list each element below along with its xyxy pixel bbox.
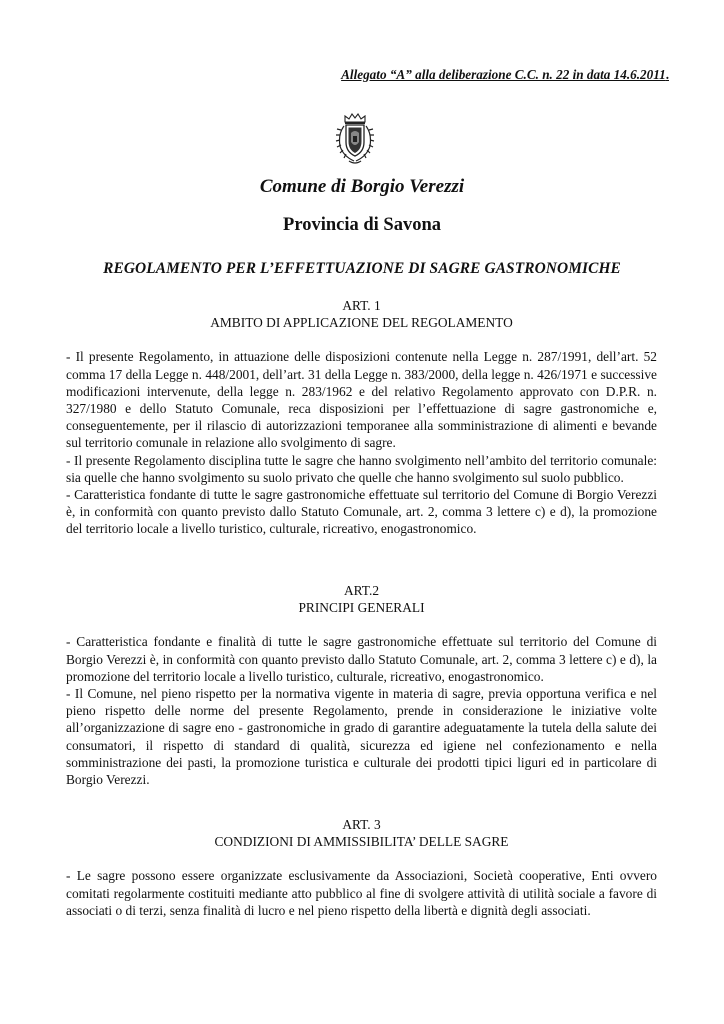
article-body	[66, 348, 657, 537]
attachment-note-text: Allegato “A” alla deliberazione C.C. n. 22 in data 14.6.2011	[341, 67, 666, 82]
article-paragraph: - Le sagre possono essere organizzate esclusivamente da Associazioni, Società cooperative, Enti ovvero comitati regolarmente costituiti mediante atto pubblico al fine di svolgere attività di utilità sociale a favore di associati o di terzi, senza finalità di lucro e nel pieno rispetto della libertà e dignità degli associati.	[66, 868, 657, 918]
article-number: ART. 1	[342, 298, 381, 313]
article-title: PRINCIPI GENERALI	[298, 600, 425, 616]
article-paragraph: - Il presente Regolamento disciplina tutte le sagre che hanno svolgimento nell’ambito del territorio comunale: sia quelle che hanno svolgimento su suolo privato che quelle che hanno svolgimento sul suolo pubblico.	[66, 452, 657, 485]
article-paragraph: - Il Comune, nel pieno rispetto per la normativa vigente in materia di sagre, previa opportuna verifica e nel pieno rispetto delle norme del presente Regolamento, prende in considerazione le iniziative volte all’organizzazione di sagre eno - gastronomiche in grado di garantire adeguatamente la tutela della salute dei consumatori, il rispetto di standard di qualità, sicurezza ed igiene nel confezionamento e nella somministrazione dei pasti, la promozione turistica e culturale dei prodotti tipici liguri ed in particolare di Borgio Verezzi.	[66, 686, 657, 788]
attachment-note-end: .	[665, 67, 669, 82]
article-3	[66, 816, 657, 919]
regulation-title: REGOLAMENTO PER L’EFFETTUAZIONE DI SAGRE GASTRONOMICHE	[103, 260, 621, 277]
commune-name: Comune di Borgio Verezzi	[259, 176, 465, 197]
article-2	[66, 582, 657, 788]
article-number: ART.2	[343, 583, 380, 598]
article-1	[66, 297, 657, 538]
article-title: CONDIZIONI DI AMMISSIBILITA’ DELLE SAGRE	[214, 834, 509, 850]
article-paragraph: - Caratteristica fondante di tutte le sagre gastronomiche effettuate sul territorio del Comune di Borgio Verezzi è, in conformità con quanto previsto dallo Statuto Comunale, art. 2, comma 3 lettere c) e d), la promozione del territorio locale a livello turistico, culturale, ricreativo, enogastronomico.	[66, 487, 657, 537]
attachment-note	[341, 67, 669, 83]
article-paragraph: - Il presente Regolamento, in attuazione delle disposizioni contenute nella Legge n. 287/1991, dell’art. 52 comma 17 della Legge n. 448/2001, dell’art. 31 della Legge n. 383/2000, della legge n. 426/1971 e successive modificazioni intervenute, della legge n. 283/1962 e del relativo Regolamento approvato con D.P.R. n. 327/1980 e dello Statuto Comunale, reca disposizioni per l’effettuazione di sagre gastronomiche e, conseguentemente, per il rilascio di autorizzazioni temporanee alla somministrazione di alimenti e bevande sul territorio comunale in relazione allo svolgimento di sagre.	[66, 349, 657, 451]
province-name: Provincia di Savona	[283, 215, 441, 235]
article-paragraph: - Caratteristica fondante e finalità di tutte le sagre gastronomiche effettuate sul territorio del Comune di Borgio Verezzi è, in conformità con quanto previsto dallo Statuto Comunale, art. 2, comma 3 lettere c) e d), la promozione del territorio locale a livello turistico, culturale, ricreativo, enogastronomico.	[66, 634, 657, 684]
article-title: AMBITO DI APPLICAZIONE DEL REGOLAMENTO	[210, 315, 513, 331]
article-body	[66, 867, 657, 919]
article-number: ART. 3	[342, 817, 381, 832]
article-body	[66, 633, 657, 788]
coat-of-arms-icon	[332, 112, 378, 166]
